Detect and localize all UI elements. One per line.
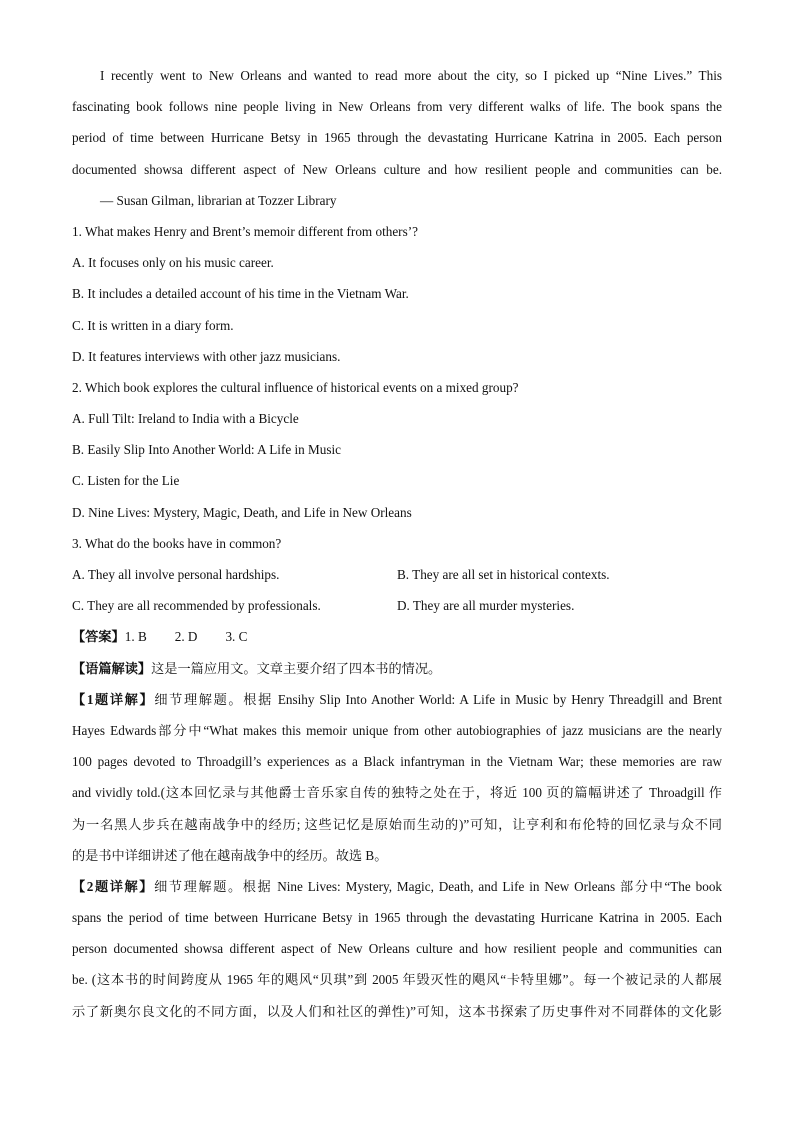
passage-line-1: I recently went to New Orleans and wanted to read more about the city, so I picked up “Nine Lives.” This xyxy=(100,68,722,83)
question-1-option-d: D. It features interviews with other jazz musicians. xyxy=(72,348,341,364)
question-1-option-b: B. It includes a detailed account of his time in the Vietnam War. xyxy=(72,286,409,302)
question-3-stem: 3. What do the books have in common? xyxy=(72,535,282,551)
question-2-option-b: B. Easily Slip Into Another World: A Life in Music xyxy=(72,442,342,458)
answer-2: 2. D xyxy=(174,629,198,645)
document-page xyxy=(72,60,722,1027)
detail-2-text-1: 细节理解题。根据 Nine Lives: Mystery, Magic, Death, and Life in New Orleans 部分中“The book xyxy=(154,878,723,894)
question-3-option-b: B. They are all set in historical contexts. xyxy=(397,567,610,582)
answer-label: 【答案】 xyxy=(72,629,125,645)
detail-2-line-3: person documented showsa different aspect of New Orleans culture and how resilient people and communities can xyxy=(72,941,722,957)
question-3-option-d: D. They are all murder mysteries. xyxy=(397,598,575,614)
question-3-options-row-2 xyxy=(72,590,722,621)
interpretation-text: 这是一篇应用文。文章主要介绍了四本书的情况。 xyxy=(151,660,442,676)
interpretation-label: 【语篇解读】 xyxy=(72,660,152,676)
detail-1-line-5: 为一名黑人步兵在越南战争中的经历; 这些记忆是原始而生动的)”可知，让亨利和布伦特的回忆录与众不同 xyxy=(72,816,722,832)
detail-1-label: 【1题详解】 xyxy=(72,691,155,707)
question-2-option-d: D. Nine Lives: Mystery, Magic, Death, and Life in New Orleans xyxy=(72,504,412,520)
detail-2-label: 【2题详解】 xyxy=(72,878,155,894)
detail-1-line-2: Hayes Edwards部分中“What makes this memoir unique from other autobiographies of jazz musicians are the nearly xyxy=(72,722,722,738)
question-3-option-c: C. They are all recommended by professionals. xyxy=(72,598,321,614)
detail-1-line-3: 100 pages devoted to Throadgill’s experiences as a Black infantryman in the Vietnam War; these memories are raw xyxy=(72,754,722,770)
question-3-options-row-1 xyxy=(72,559,722,590)
passage-signature: — Susan Gilman, librarian at Tozzer Library xyxy=(100,192,337,208)
question-2-option-a: A. Full Tilt: Ireland to India with a Bicycle xyxy=(72,411,299,427)
detail-1-line-4: and vividly told.(这本回忆录与其他爵士音乐家自传的独特之处在于，将近 100 页的篇幅讲述了 Throadgill 作 xyxy=(72,785,722,801)
question-2-option-c: C. Listen for the Lie xyxy=(72,473,180,489)
question-1-stem: 1. What makes Henry and Brent’s memoir different from others’? xyxy=(72,223,418,239)
detail-2-line-1 xyxy=(72,871,722,902)
answer-3: 3. C xyxy=(225,629,248,645)
answer-line xyxy=(72,621,722,652)
detail-1-line-1 xyxy=(72,684,722,715)
question-3-option-a: A. They all involve personal hardships. xyxy=(72,567,280,582)
detail-2-line-4: be. (这本书的时间跨度从 1965 年的飓风“贝琪”到 2005 年毁灭性的飓风“卡特里娜”。每一个被记录的人都展 xyxy=(72,972,722,988)
question-1-option-a: A. It focuses only on his music career. xyxy=(72,255,274,271)
detail-1-text-1: 细节理解题。根据 Ensihy Slip Into Another World: A Life in Music by Henry Threadgill and Brent xyxy=(154,691,722,707)
passage-line-3: period of time between Hurricane Betsy in 1965 through the devastating Hurricane Katrina in 2005. Each person xyxy=(72,130,722,146)
answer-1: 1. B xyxy=(124,629,147,645)
detail-2-line-5: 示了新奥尔良文化的不同方面，以及人们和社区的弹性)”可知，这本书探索了历史事件对不同群体的文化影 xyxy=(72,1003,722,1019)
detail-1-line-6: 的是书中详细讲述了他在越南战争中的经历。故选 B。 xyxy=(72,847,388,863)
passage-line-2: fascinating book follows nine people living in New Orleans from very different walks of life. The book spans the xyxy=(72,99,722,115)
interpretation-line xyxy=(72,653,722,684)
detail-2-line-2: spans the period of time between Hurricane Betsy in 1965 through the devastating Hurricane Katrina in 2005. Each xyxy=(72,910,722,926)
question-2-stem: 2. Which book explores the cultural influence of historical events on a mixed group? xyxy=(72,379,519,395)
question-1-option-c: C. It is written in a diary form. xyxy=(72,317,234,333)
passage-line-4: documented showsa different aspect of New Orleans culture and how resilient people and communities can be. xyxy=(72,161,722,177)
